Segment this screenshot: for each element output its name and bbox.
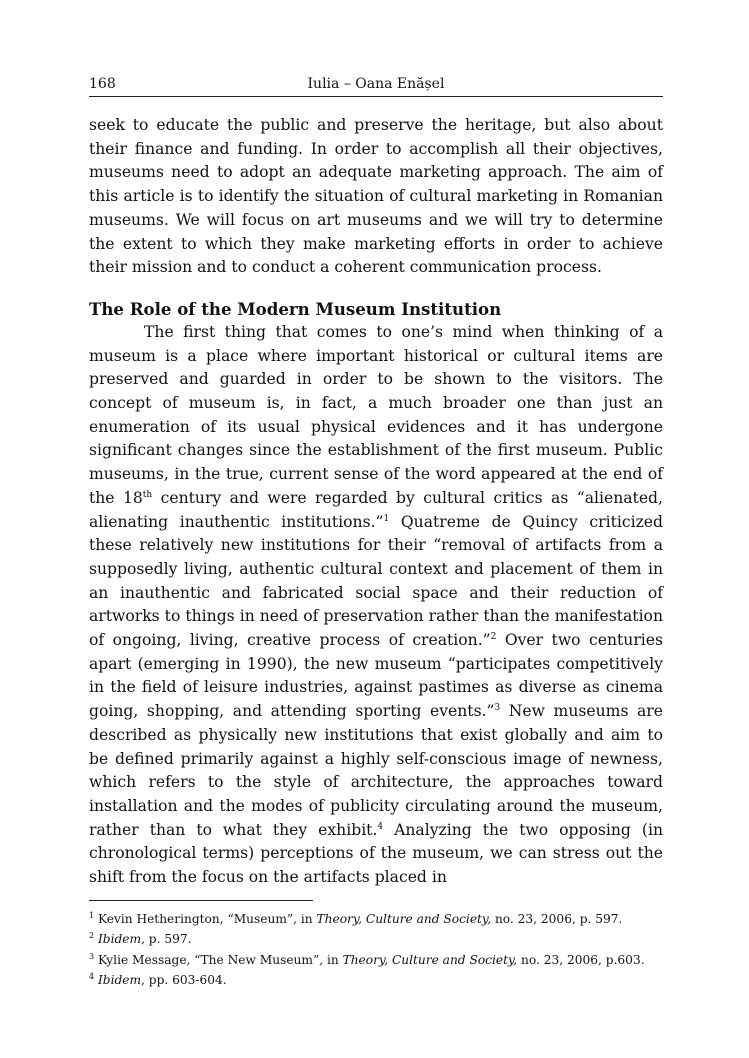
footnote-text: Kylie Message, “The New Museum”, in: [94, 952, 343, 967]
footnote-text: , pp. 603-604.: [141, 973, 227, 988]
page-number: 168: [89, 76, 116, 92]
footnote-separator: [89, 900, 313, 901]
text-span: New museums are described as physically new institutions that exist globally and aim to be defined primarily against a highly self-conscious image of newness, which refers to the style of architecture, the approaches toward installation and the modes of publicity circulating around the museum, rather than to what they exhibit.: [89, 702, 663, 839]
footnote-text: Kevin Hetherington, “Museum”, in: [94, 911, 317, 926]
running-header-author: Iulia – Oana Enășel: [307, 76, 445, 92]
footnote-ref-4: 4: [377, 821, 384, 832]
paragraph-museum-role: [89, 321, 663, 890]
footnote-title: Theory, Culture and Society,: [342, 952, 518, 967]
footnote: [89, 909, 663, 930]
footnote: [89, 929, 663, 950]
text-span: The first thing that comes to one’s mind when thinking of a museum is a place where important historical or cultural items are preserved and guarded in order to be shown to the visitors. The concept of museum is, in fact, a much broader one than just an enumeration of its usual physical evidences and it has undergone significant changes since the establishment of the first museum. Public museums, in the true, current sense of the word appeared at the end of the 18: [89, 322, 663, 507]
text-span: Over two centuries apart (emerging in 1990), the new museum “participates competitively in the field of leisure industries, against pastimes as diverse as cinema going, shopping, and attending sporting events.”: [89, 631, 663, 721]
body-text: [89, 114, 663, 890]
footnote-title: Theory, Culture and Society,: [316, 911, 492, 926]
footnote-title: Ibidem: [97, 973, 142, 988]
paragraph-intro: seek to educate the public and preserve the heritage, but also about their finance and funding. In order to accomplish all their objectives, museums need to adopt an adequate marketing approach. The aim of this article is to identify the situation of cultural marketing in Romanian museums. We will focus on art museums and we will try to determine the extent to which they make marketing efforts in order to achieve their mission and to conduct a coherent communication process.: [89, 116, 663, 277]
footnote-ref-3: 3: [494, 703, 501, 714]
footnote-number: 3: [89, 951, 95, 961]
footnote: [89, 970, 663, 991]
footnote-number: 4: [89, 972, 95, 982]
document-page: [89, 74, 663, 991]
footnote-text: no. 23, 2006, p. 597.: [491, 911, 623, 926]
footnote-ref-2: 2: [490, 632, 497, 643]
footnote-text: , p. 597.: [141, 932, 192, 947]
footnotes: [89, 909, 663, 991]
footnote-number: 1: [89, 910, 95, 920]
footnote-number: 2: [89, 931, 95, 941]
footnote-ref-1: 1: [383, 513, 390, 524]
text-span: Analyzing the two opposing (in chronological terms) perceptions of the museum, we can stress out the shift from the focus on the artifacts placed in: [89, 820, 663, 887]
footnote-text: no. 23, 2006, p.603.: [517, 952, 645, 967]
superscript-ordinal: th: [142, 489, 153, 500]
footnote-title: Ibidem: [97, 932, 142, 947]
footnote: [89, 950, 663, 971]
running-header: [89, 74, 663, 97]
text-span: century and were regarded by cultural critics as “alienated, alienating inauthentic institutions.”: [89, 488, 663, 531]
section-heading: The Role of the Modern Museum Institution: [89, 298, 502, 319]
text-span: Quatreme de Quincy criticized these relatively new institutions for their “removal of artifacts from a supposedly living, authentic cultural context and placement of them in an inauthentic and fabricated social space and their reduction of artworks to things in need of preservation rather than the manifestation of ongoing, living, creative process of creation.”: [89, 512, 663, 650]
